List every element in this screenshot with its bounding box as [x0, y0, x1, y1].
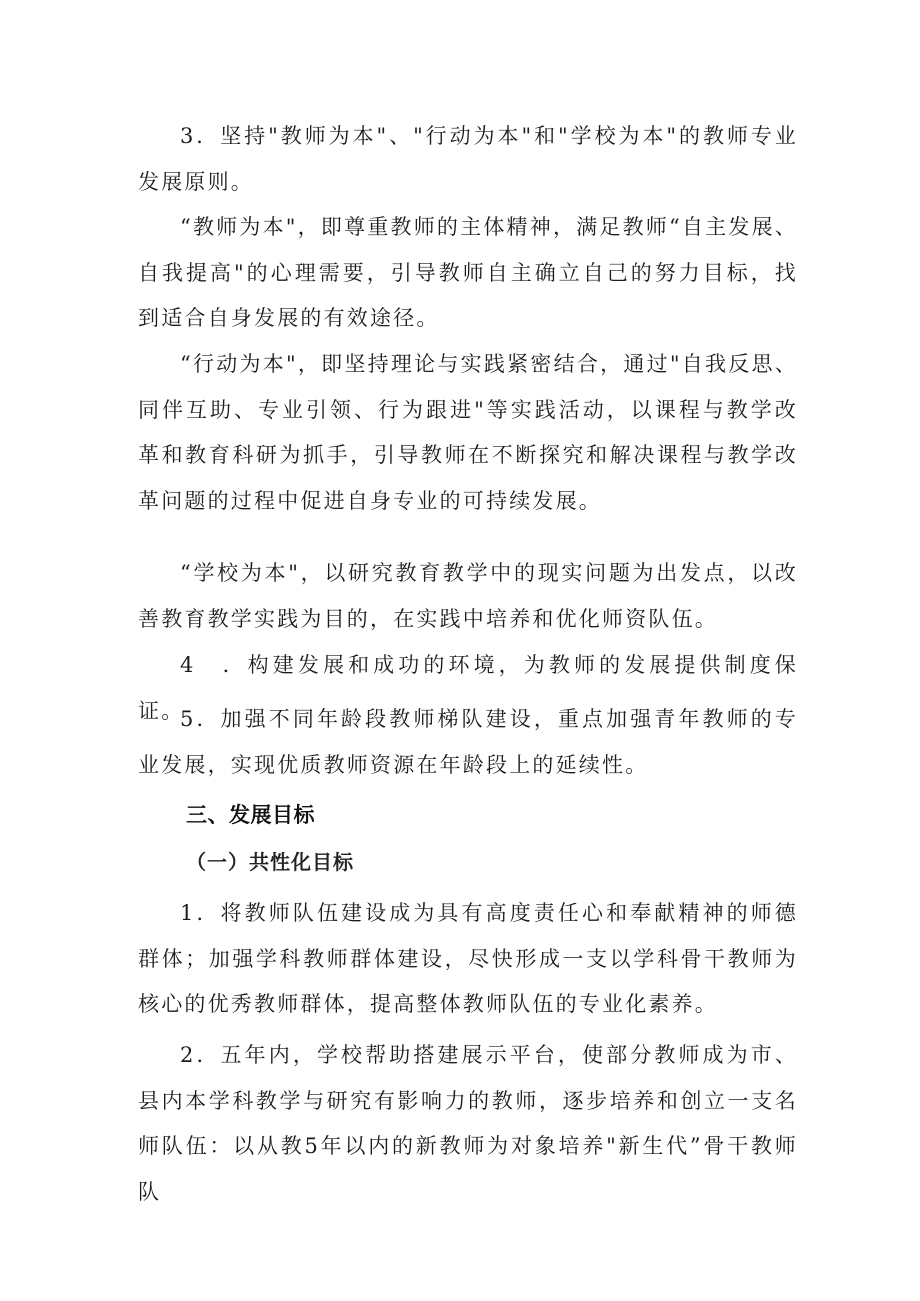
- paragraph-goal-2: 2．五年内，学校帮助搭建展示平台，使部分教师成为市、县内本学科教学与研究有影响力的教师，逐步培养和创立一支名师队伍：以从教5年以内的新教师为对象培养"新生代”骨干教师队: [138, 1043, 798, 1204]
- paragraph-goal-1: 1．将教师队伍建设成为具有高度责任心和奉献精神的师德群体；加强学科教师群体建设，尽快形成一支以学科骨干教师为核心的优秀教师群体，提高整体教师队伍的专业化素养。: [138, 901, 798, 1016]
- paragraph-principle-4: 4 ．构建发展和成功的环境，为教师的发展提供制度保证。: [138, 653, 798, 723]
- paragraph-principle-5: 5．加强不同年龄段教师梯队建设，重点加强青年教师的专业发展，实现优质教师资源在年龄段上的延续性。: [138, 707, 798, 777]
- section-heading: 三、发展目标: [186, 803, 315, 827]
- paragraph-teacher-based: “教师为本"，即尊重教师的主体精神，满足教师“自主发展、自我提高"的心理需要，引导教师自主确立自己的努力目标，找到适合自身发展的有效途径。: [138, 215, 798, 330]
- subsection-heading: （一）共性化目标: [186, 850, 354, 874]
- paragraph-principle-3: 3．坚持"教师为本"、"行动为本"和"学校为本"的教师专业发展原则。: [138, 124, 798, 194]
- paragraph-school-based: “学校为本"，以研究教育教学中的现实问题为出发点，以改善教育教学实践为目的，在实践中培养和优化师资队伍。: [138, 561, 798, 631]
- paragraph-action-based: “行动为本"，即坚持理论与实践紧密结合，通过"自我反思、同伴互助、专业引领、行为跟进"等实践活动，以课程与教学改革和教育科研为抓手，引导教师在不断探究和解决课程与教学改革问题的过程中促进自身专业的可持续发展。: [138, 352, 798, 513]
